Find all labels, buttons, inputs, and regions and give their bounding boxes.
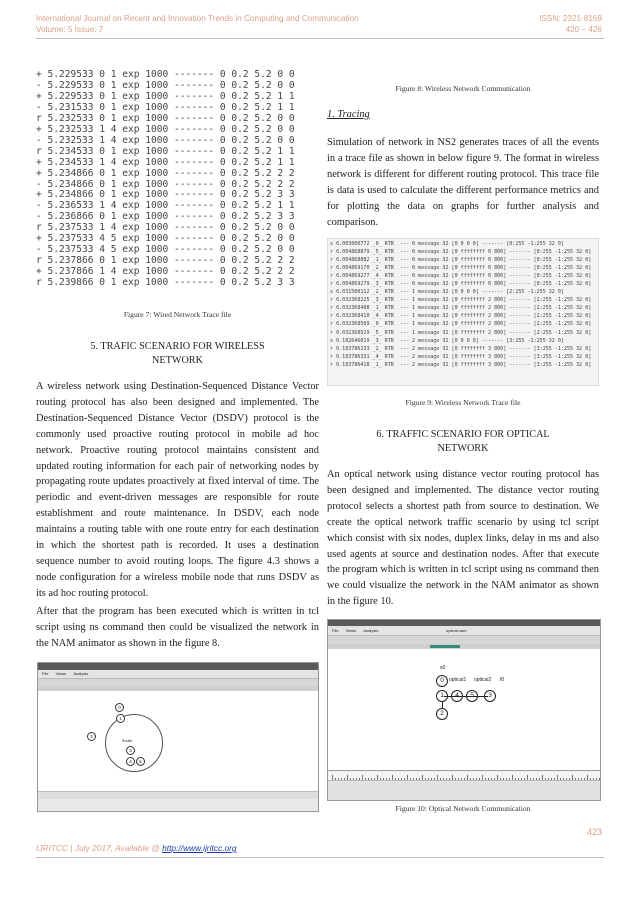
tracing-heading: 1. Tracing xyxy=(327,109,370,120)
nam-menubar xyxy=(328,626,600,635)
wireless-trace-line: r 0.183786418 _1_ RTR --- 2 message 32 [0 ffffffff 3 800] ------- [3:255 -1:255 32 0] xyxy=(330,361,592,368)
section6-line2: NETWORK xyxy=(437,443,489,454)
journal-title: International Journal on Recent and Innovation Trends in Computing and Communication xyxy=(36,14,359,23)
wired-trace-line: - 5.232533 1 4 exp 1000 ------- 0 0.2 5.2 0 0 xyxy=(36,134,295,146)
wired-trace-line: r 5.237533 1 4 exp 1000 ------- 0 0.2 5.2 0 0 xyxy=(36,222,295,234)
wireless-trace-listing xyxy=(327,238,599,386)
nam-menubar xyxy=(38,670,318,678)
nam-menu-file[interactable]: File xyxy=(42,671,49,676)
nam-canvas xyxy=(38,691,318,791)
optical-node-1[interactable]: 1 xyxy=(436,690,448,702)
wireless-trace-line: r 0.004868879 _5_ RTR --- 0 message 32 [0 ffffffff 0 800] ------- [0:255 -1:255 32 0] xyxy=(330,249,592,256)
wired-trace-line: + 5.234533 1 4 exp 1000 ------- 0 0.2 5.2 1 1 xyxy=(36,156,295,168)
nam-canvas xyxy=(328,649,600,770)
fig8-caption: Figure 8: Wireless Network Communication xyxy=(395,84,531,93)
optical-node-3[interactable]: 3 xyxy=(484,690,496,702)
wireless-router-label: Router xyxy=(122,739,133,743)
wireless-node-5[interactable]: 5 xyxy=(136,757,145,766)
fig8-nam-screenshot xyxy=(37,662,319,812)
wireless-trace-line: r 0.032368408 _1_ RTR --- 1 message 32 [0 ffffffff 2 800] ------- [2:255 -1:255 32 0] xyxy=(330,305,592,312)
nam-menu-views[interactable]: Views xyxy=(55,671,67,676)
nam-file-title: optical.nam xyxy=(446,628,467,633)
wired-trace-line: - 5.231533 0 1 exp 1000 ------- 0 0.2 5.2 1 1 xyxy=(36,101,295,113)
wired-trace-line: + 5.237533 4 5 exp 1000 ------- 0 0.2 5.2 0 0 xyxy=(36,233,295,245)
nam-timeline-marker[interactable] xyxy=(430,645,460,648)
page-range: 420 – 426 xyxy=(565,25,602,34)
tracing-paragraph: Simulation of network in NS2 generates traces of all the events in a trace file as shown in below figure 9. The format in wireless network is different for different routing protocol. This trace file is data is used to calculate the different performance metrics and for plotting the data on graphs for further analysis and comparison. xyxy=(327,137,599,228)
volume-issue: Volume: 5 Issue: 7 xyxy=(36,25,104,34)
wireless-trace-line: s 0.003000772 _0_ RTR --- 0 message 32 [0 0 0 0] ------- [0:255 -1:255 32 0] xyxy=(330,241,564,247)
after-execution-paragraph: After that the program has been executed which is written in tcl script using ns command then could be visualized the network in the NAM animator as shown in the figure 8. xyxy=(36,606,319,649)
wireless-node-2[interactable]: 2 xyxy=(87,732,96,741)
footer-rule xyxy=(36,857,604,858)
wireless-trace-line: r 0.032368509 _0_ RTR --- 1 message 32 [0 ffffffff 2 800] ------- [2:255 -1:255 32 0] xyxy=(330,321,592,328)
wireless-trace-line: r 0.004868882 _1_ RTR --- 0 message 32 [0 ffffffff 0 800] ------- [0:255 -1:255 32 0] xyxy=(330,257,592,264)
optical-node-0[interactable]: 0 xyxy=(436,675,448,687)
wireless-trace-line: r 0.004869279 _3_ RTR --- 0 message 32 [0 ffffffff 0 800] ------- [0:255 -1:255 32 0] xyxy=(330,281,592,288)
fig10-nam-screenshot xyxy=(327,619,601,801)
wired-trace-line: - 5.229533 0 1 exp 1000 ------- 0 0.2 5.2 0 0 xyxy=(36,79,295,91)
nam-status xyxy=(328,780,600,801)
wireless-node-0[interactable]: 0 xyxy=(115,703,124,712)
wireless-paragraph: A wireless network using Destination-Sequenced Distance Vector routing protocol has also been designed and implemented. The Destination-Sequenced Distance Vector (DSDV) protocol is the commonly used proactive routing protocol in mobile ad hoc network. Proactive routing protocol maintains consistent and updated routing information for each pair of networking nodes by propagating route updates proactively at fixed interval of time. The periodic and event-driven messages are responsible for route establishment and route maintenance. In DSDV, each node maintains a routing table with one route entry for each destination in which the shortest path is recorded. It uses a destination sequence number to avoid routing loops. The figure 4.3 shows a node configuration for a wireless mobile node that runs DSDV as its ad hoc routing protocol. xyxy=(36,381,319,599)
optical-label-f0: f0 xyxy=(500,677,505,683)
nam-menu-views[interactable]: Views xyxy=(345,628,357,633)
wired-trace-line: r 5.234533 0 1 exp 1000 ------- 0 0.2 5.2 1 1 xyxy=(36,145,295,157)
fig9-caption: Figure 9: Wireless Network Trace file xyxy=(405,398,521,407)
nam-menu-analysis[interactable]: Analysis xyxy=(363,628,379,633)
wireless-node-1[interactable]: 1 xyxy=(116,714,125,723)
wireless-trace-line: r 0.183786331 _4_ RTR --- 2 message 32 [0 ffffffff 3 800] ------- [3:255 -1:255 32 0] xyxy=(330,353,592,360)
wireless-trace-line: s 0.031500112 _2_ RTR --- 1 message 32 [0 0 0 0] ------- [2:255 -1:255 32 0] xyxy=(330,289,564,296)
optical-label-s0: s0 xyxy=(440,665,446,671)
wireless-node-4[interactable]: 4 xyxy=(126,757,135,766)
wired-trace-line: - 5.236533 1 4 exp 1000 ------- 0 0.2 5.2 1 1 xyxy=(36,200,295,212)
nam-menu-file[interactable]: File xyxy=(332,628,339,633)
wired-trace-line: r 5.237866 0 1 exp 1000 ------- 0 0.2 5.2 2 2 xyxy=(36,255,295,267)
section6-heading xyxy=(327,428,599,456)
footer xyxy=(36,843,237,853)
issn: ISSN: 2321-8169 xyxy=(539,14,602,23)
nam-titlebar xyxy=(38,663,318,670)
wired-trace-line: - 5.234866 0 1 exp 1000 ------- 0 0.2 5.2 2 2 xyxy=(36,178,295,190)
fig10-caption: Figure 10: Optical Network Communication xyxy=(395,804,531,813)
wired-trace-line: + 5.229533 0 1 exp 1000 ------- 0 0.2 5.2 1 1 xyxy=(36,90,295,102)
wireless-trace-line: r 0.032368410 _4_ RTR --- 1 message 32 [0 ffffffff 2 800] ------- [2:255 -1:255 32 0] xyxy=(330,313,592,320)
section6-line1: 6. TRAFFIC SCENARIO FOR OPTICAL xyxy=(376,429,550,440)
wireless-node-3[interactable]: 3 xyxy=(126,746,135,755)
wired-trace-line: + 5.234866 0 1 exp 1000 ------- 0 0.2 5.2 2 2 xyxy=(36,167,295,179)
wired-trace-line: + 5.229533 0 1 exp 1000 ------- 0 0.2 5.2 0 0 xyxy=(36,69,295,80)
wired-trace-line: + 5.234866 0 1 exp 1000 ------- 0 0.2 5.2 3 3 xyxy=(36,189,295,201)
optical-label-optical2: optical2 xyxy=(474,677,492,683)
wireless-trace-line: r 0.004869277 _4_ RTR --- 0 message 32 [0 ffffffff 0 800] ------- [0:255 -1:255 32 0] xyxy=(330,273,592,280)
wireless-trace-line: r 0.032368225 _3_ RTR --- 1 message 32 [0 ffffffff 2 800] ------- [2:255 -1:255 32 0] xyxy=(330,297,592,304)
wireless-trace-line: r 0.004869170 _2_ RTR --- 0 message 32 [0 ffffffff 0 800] ------- [0:255 -1:255 32 0] xyxy=(330,265,592,272)
optical-node-2[interactable]: 2 xyxy=(436,708,448,720)
wired-trace-line: - 5.237533 4 5 exp 1000 ------- 0 0.2 5.2 0 0 xyxy=(36,244,295,256)
nam-status xyxy=(38,799,318,811)
wireless-trace-line: r 0.032368529 _5_ RTR --- 1 message 32 [0 ffffffff 2 800] ------- [2:255 -1:255 32 0] xyxy=(330,329,592,336)
nam-menu-analysis[interactable]: Analysis xyxy=(73,671,89,676)
footer-text: IJRITCC | July 2017, Available @ xyxy=(36,843,163,853)
optical-node-4[interactable]: 4 xyxy=(451,690,463,702)
wired-trace-line: r 5.232533 0 1 exp 1000 ------- 0 0.2 5.2 0 0 xyxy=(36,112,295,124)
fig7-caption: Figure 7: Wired Network Trace file xyxy=(123,310,232,319)
wired-trace-line: - 5.236866 0 1 exp 1000 ------- 0 0.2 5.2 3 3 xyxy=(36,211,295,223)
wired-trace-line: + 5.232533 1 4 exp 1000 ------- 0 0.2 5.2 0 0 xyxy=(36,123,295,135)
optical-label-optical1: optical1 xyxy=(449,677,467,683)
optical-node-5[interactable]: 5 xyxy=(466,690,478,702)
wired-trace-line: r 5.239866 0 1 exp 1000 ------- 0 0.2 5.2 3 3 xyxy=(36,277,295,289)
optical-paragraph: An optical network using distance vector routing protocol has been designed and implemented. The distance vector routing protocol selects a shortest path from source to destination. We create the optical network traffic scenario by using tcl script which consist with six nodes, duplex links, delay in ms and also used agents at source and destination nodes. After that execute the program which is written in tcl script using ns command then we could visualize the network in the NAM animator as shown in the figure 10. xyxy=(327,469,599,608)
wireless-trace-line: r 0.183786133 _2_ RTR --- 2 message 32 [0 ffffffff 3 800] ------- [3:255 -1:255 32 0] xyxy=(330,345,592,352)
section5-heading xyxy=(36,340,319,368)
page-number: 423 xyxy=(586,827,602,837)
header-rule xyxy=(36,38,604,39)
footer-link[interactable]: http://www.ijritcc.org xyxy=(162,843,237,853)
wired-trace-line: + 5.237866 1 4 exp 1000 ------- 0 0.2 5.2 2 2 xyxy=(36,266,295,278)
wireless-trace-line: s 0.182646019 _3_ RTR --- 2 message 32 [0 0 0 0] ------- [3:255 -1:255 32 0] xyxy=(330,337,564,344)
wired-trace-listing xyxy=(36,70,319,289)
section5-line1: 5. TRAFIC SCENARIO FOR WIRELESS xyxy=(90,341,265,352)
section5-line2: NETWORK xyxy=(152,355,203,366)
